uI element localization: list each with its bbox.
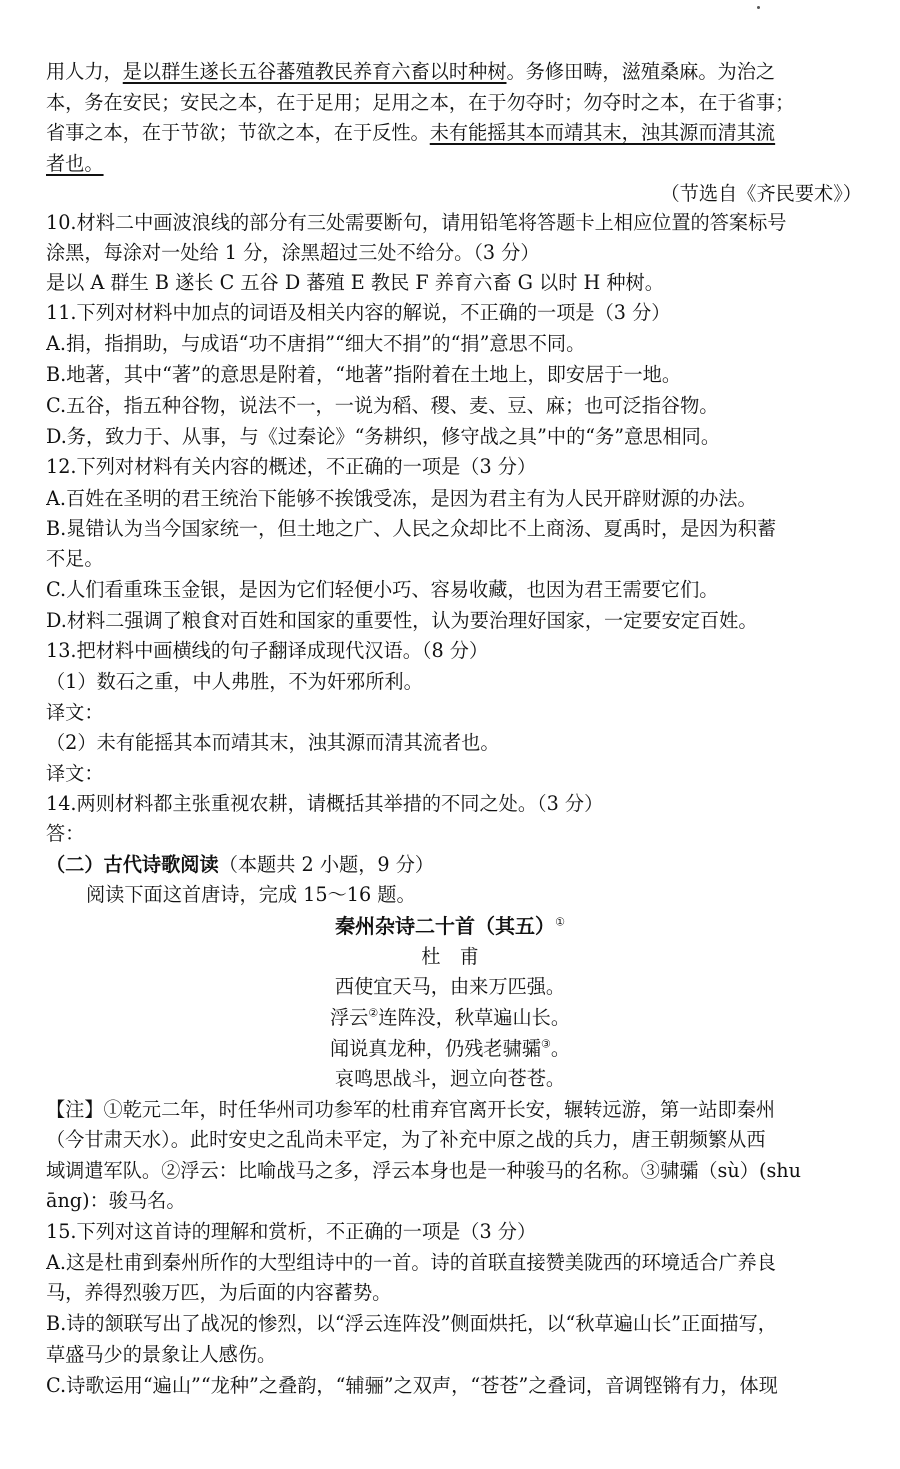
q11-stem: 11.下列对材料中加点的词语及相关内容的解说，不正确的一项是（3 分）: [46, 301, 671, 324]
poem-title: [0, 911, 900, 941]
notes-line-3: 域调遣军队。②浮云：比喻战马之多，浮云本身也是一种骏马的名称。③骕骦（sù）(shu: [46, 1159, 802, 1182]
material2-line-3: [46, 118, 866, 148]
footnote-marker: ①: [555, 915, 565, 929]
notes-line-2: （今甘肃天水）。此时安史之乱尚未平定，为了补充中原之战的兵力，唐王朝频繁从西: [46, 1128, 766, 1151]
notes-line-1: 【注】①乾元二年，时任华州司功参军的杜甫弃官离开长安，辗转远游，第一站即秦州: [46, 1098, 776, 1121]
text-segment: 省事之本，在于节欲；节欲之本，在于反性。: [46, 121, 430, 144]
poem-line-1: 西使宜天马，由来万匹强。: [334, 975, 566, 998]
material2-line-1: [46, 57, 866, 87]
text-segment: 。: [550, 1037, 571, 1060]
poem-title-text: 秦州杂诗二十首（其五）: [335, 914, 556, 938]
q13-stem: 13.把材料中画横线的句子翻译成现代汉语。（8 分）: [46, 639, 489, 662]
q11-option-b: B.地著，其中“著”的意思是附着，“地著”指附着在土地上，即安居于一地。: [46, 363, 682, 386]
text-segment: 浮云: [329, 1006, 369, 1029]
q14-stem: 14.两则材料都主张重视农耕，请概括其举措的不同之处。（3 分）: [46, 792, 604, 815]
q15-option-b-line-1: B.诗的颔联写出了战况的惨烈，以“浮云连阵没”侧面烘托，以“秋草遍山长”正面描写，: [46, 1312, 777, 1335]
q13-translation-label-2: 译文：: [46, 762, 104, 785]
text-segment: 闻说真龙种，仍残老骕骦: [329, 1037, 541, 1060]
section-title: （二）古代诗歌阅读: [46, 853, 219, 876]
underlined-sentence: 者也。: [46, 152, 104, 175]
q12-option-d: D.材料二强调了粮食对百姓和国家的重要性，认为要治理好国家，一定要安定百姓。: [46, 609, 758, 632]
q15-option-a-line-1: A.这是杜甫到秦州所作的大型组诗中的一首。诗的首联直接赞美陇西的环境适合广养良: [46, 1251, 776, 1274]
material2-line-4: [46, 149, 866, 179]
notes-line-4: āng)：骏马名。: [46, 1189, 186, 1212]
text-segment: 用人力，: [46, 60, 123, 83]
section2-instruction: 阅读下面这首唐诗，完成 15～16 题。: [86, 883, 416, 906]
text-segment: 连阵没，秋草遍山长。: [378, 1006, 571, 1029]
q15-option-a-line-2: 马，养得烈骏万匹，为后面的内容蓄势。: [46, 1281, 392, 1304]
q15-option-c-line-1: C.诗歌运用“遍山”“龙种”之叠韵，“辅骊”之双声，“苍苍”之叠词，音调铿锵有力，体现: [46, 1374, 778, 1397]
q15-stem: 15.下列对这首诗的理解和赏析，不正确的一项是（3 分）: [46, 1220, 537, 1243]
poem-line-4: 哀鸣思战斗，迥立向苍苍。: [334, 1067, 566, 1090]
wavy-underlined-passage: 是以群生遂长五谷蕃殖教民养育六畜以时种树: [122, 60, 507, 83]
q12-stem: 12.下列对材料有关内容的概述，不正确的一项是（3 分）: [46, 455, 537, 478]
material2-source: （节选自《齐民要术》）: [660, 182, 862, 205]
poem-line-2: [0, 1003, 900, 1033]
section-note: （本题共 2 小题，9 分）: [218, 853, 435, 876]
q10-stem-line-1: 10.材料二中画波浪线的部分有三处需要断句，请用铅笔将答题卡上相应位置的答案标号: [46, 211, 787, 234]
q12-option-c: C.人们看重珠玉金银，是因为它们轻便小巧、容易收藏，也因为君王需要它们。: [46, 578, 719, 601]
q13-translation-label-1: 译文：: [46, 701, 104, 724]
q13-sentence-2: （2）未有能摇其本而靖其末，浊其源而清其流者也。: [46, 731, 500, 754]
material2-line-2: 本，务在安民；安民之本，在于足用；足用之本，在于勿夺时；勿夺时之本，在于省事；: [46, 91, 795, 114]
underlined-sentence: 未有能摇其本而靖其末，浊其源而清其流: [429, 121, 776, 144]
poem-line-3: [0, 1034, 900, 1064]
q15-option-b-line-2: 草盛马少的景象让人感伤。: [46, 1343, 277, 1366]
q10-options: 是以 A 群生 B 遂长 C 五谷 D 蕃殖 E 教民 F 养育六畜 G 以时 H 种树。: [46, 271, 664, 294]
q13-sentence-1: （1）数石之重，中人弗胜，不为奸邪所利。: [46, 670, 423, 693]
poem-author: 杜 甫: [421, 945, 479, 968]
section2-heading: [46, 850, 866, 880]
q10-stem-line-2: 涂黑，每涂对一处给 1 分，涂黑超过三处不给分。（3 分）: [46, 241, 540, 264]
footnote-marker: ③: [541, 1037, 551, 1051]
q11-option-d: D.务，致力于、从事，与《过秦论》“务耕织，修守战之具”中的“务”意思相同。: [46, 425, 721, 448]
scan-speck: [757, 6, 760, 9]
q11-option-c: C.五谷，指五种谷物，说法不一，一说为稻、稷、麦、豆、麻；也可泛指谷物。: [46, 394, 719, 417]
q12-option-a: A.百姓在圣明的君王统治下能够不挨饿受冻，是因为君主有为人民开辟财源的办法。: [46, 487, 757, 510]
q11-option-a: A.捐，指捐助，与成语“功不唐捐”“细大不捐”的“捐”意思不同。: [46, 332, 586, 355]
footnote-marker: ②: [368, 1006, 379, 1020]
q14-answer-label: 答：: [46, 822, 85, 845]
text-segment: 。务修田畴，滋殖桑麻。为治之: [506, 60, 776, 83]
q12-option-b-line-1: B.晁错认为当今国家统一，但土地之广、人民之众却比不上商汤、夏禹时，是因为积蓄: [46, 517, 777, 540]
q12-option-b-line-2: 不足。: [46, 547, 104, 570]
